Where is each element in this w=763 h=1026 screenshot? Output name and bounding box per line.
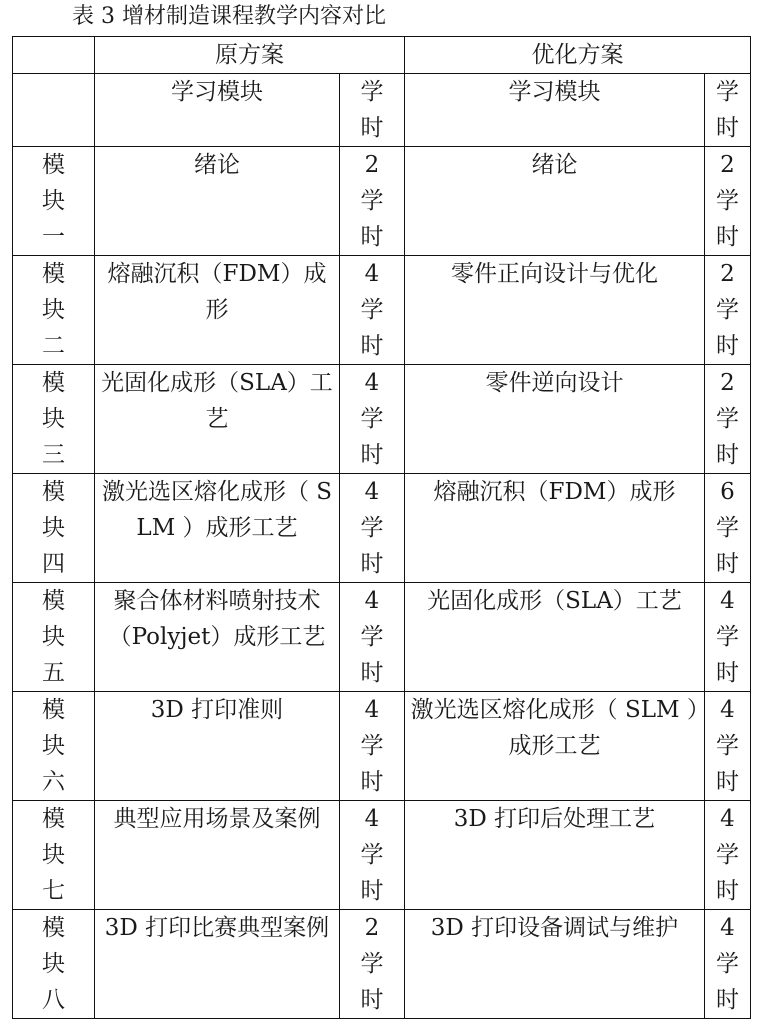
module-name-cell: 模 块 二 bbox=[13, 256, 95, 365]
original-content-cell: 光固化成形（SLA）工艺 bbox=[95, 365, 340, 474]
module-name-cell: 模 块 八 bbox=[13, 910, 95, 1019]
table-caption: 表 3 增材制造课程教学内容对比 bbox=[72, 4, 386, 29]
module-name-cell: 模 块 七 bbox=[13, 801, 95, 910]
optimized-hours-cell: 4 学 时 bbox=[705, 910, 751, 1019]
optimized-content-cell: 3D 打印后处理工艺 bbox=[405, 801, 705, 910]
module-name-cell: 模 块 四 bbox=[13, 474, 95, 583]
table-row bbox=[13, 147, 751, 256]
comparison-table bbox=[12, 36, 751, 1019]
table-row bbox=[13, 692, 751, 801]
table-row bbox=[13, 474, 751, 583]
original-content-cell: 激光选区熔化成形（ SLM ）成形工艺 bbox=[95, 474, 340, 583]
original-plan-header: 原方案 bbox=[95, 37, 405, 74]
optimized-hours-cell: 6 学 时 bbox=[705, 474, 751, 583]
original-hours-cell: 4 学 时 bbox=[340, 583, 405, 692]
original-hours-cell: 4 学 时 bbox=[340, 256, 405, 365]
subheader-row bbox=[13, 74, 751, 147]
optimized-content-cell: 零件逆向设计 bbox=[405, 365, 705, 474]
optimized-hours-cell: 2 学 时 bbox=[705, 365, 751, 474]
original-content-cell: 典型应用场景及案例 bbox=[95, 801, 340, 910]
original-hours-cell: 4 学 时 bbox=[340, 801, 405, 910]
optimized-hours-header: 学 时 bbox=[705, 74, 751, 147]
optimized-hours-cell: 4 学 时 bbox=[705, 801, 751, 910]
optimized-content-cell: 熔融沉积（FDM）成形 bbox=[405, 474, 705, 583]
original-hours-cell: 4 学 时 bbox=[340, 474, 405, 583]
original-hours-cell: 2 学 时 bbox=[340, 147, 405, 256]
optimized-content-cell: 3D 打印设备调试与维护 bbox=[405, 910, 705, 1019]
original-content-cell: 熔融沉积（FDM）成形 bbox=[95, 256, 340, 365]
module-name-cell: 模 块 五 bbox=[13, 583, 95, 692]
original-module-header: 学习模块 bbox=[95, 74, 340, 147]
optimized-hours-cell: 2 学 时 bbox=[705, 147, 751, 256]
optimized-plan-header: 优化方案 bbox=[405, 37, 751, 74]
original-hours-cell: 2 学 时 bbox=[340, 910, 405, 1019]
table-row bbox=[13, 801, 751, 910]
table-row bbox=[13, 256, 751, 365]
optimized-content-cell: 绪论 bbox=[405, 147, 705, 256]
original-content-cell: 3D 打印准则 bbox=[95, 692, 340, 801]
optimized-content-cell: 零件正向设计与优化 bbox=[405, 256, 705, 365]
original-hours-cell: 4 学 时 bbox=[340, 365, 405, 474]
original-content-cell: 聚合体材料喷射技术（Polyjet）成形工艺 bbox=[95, 583, 340, 692]
optimized-content-cell: 激光选区熔化成形（ SLM ）成形工艺 bbox=[405, 692, 705, 801]
original-content-cell: 3D 打印比赛典型案例 bbox=[95, 910, 340, 1019]
table-row bbox=[13, 583, 751, 692]
module-name-cell: 模 块 六 bbox=[13, 692, 95, 801]
table-row bbox=[13, 910, 751, 1019]
optimized-hours-cell: 4 学 时 bbox=[705, 583, 751, 692]
original-hours-cell: 4 学 时 bbox=[340, 692, 405, 801]
header-row bbox=[13, 37, 751, 74]
optimized-hours-cell: 2 学 时 bbox=[705, 256, 751, 365]
corner-cell bbox=[13, 37, 95, 74]
optimized-module-header: 学习模块 bbox=[405, 74, 705, 147]
module-name-cell: 模 块 三 bbox=[13, 365, 95, 474]
table-row bbox=[13, 365, 751, 474]
subheader-empty-cell bbox=[13, 74, 95, 147]
module-name-cell: 模 块 一 bbox=[13, 147, 95, 256]
optimized-hours-cell: 4 学 时 bbox=[705, 692, 751, 801]
original-content-cell: 绪论 bbox=[95, 147, 340, 256]
original-hours-header: 学 时 bbox=[340, 74, 405, 147]
optimized-content-cell: 光固化成形（SLA）工艺 bbox=[405, 583, 705, 692]
